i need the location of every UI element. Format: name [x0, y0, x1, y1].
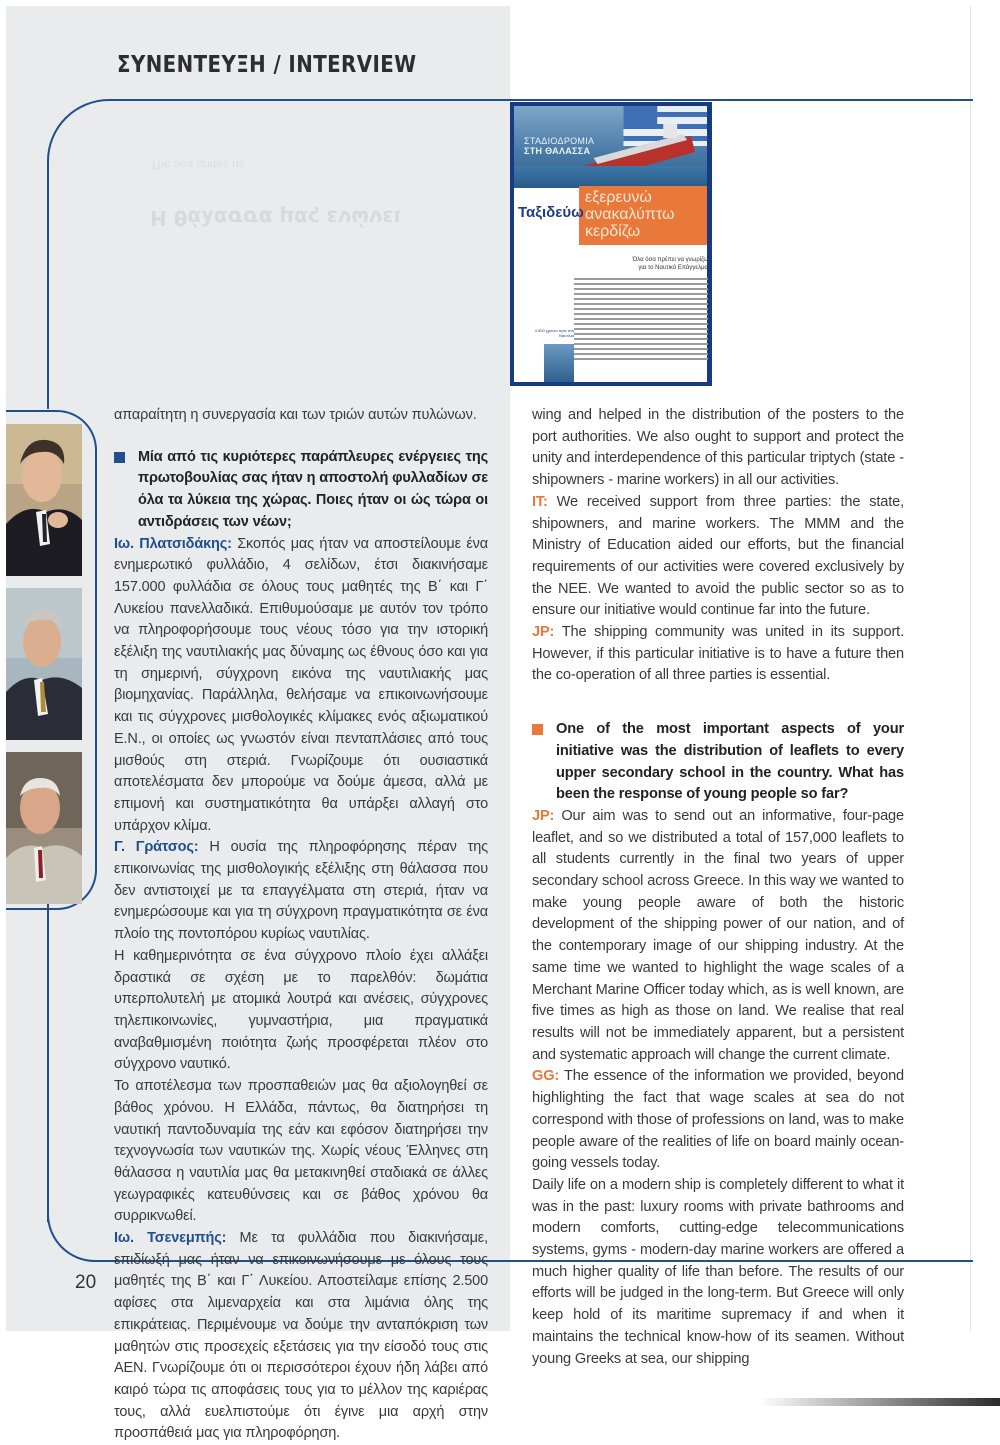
greek-paragraph: Το αποτέλεσμα των προσπαθειών μας θα αξιολογηθεί σε βάθος χρόνου. Η Ελλάδα, πάντως, θα διατηρήσει τη ναυτική παντοδυναμία της εάν και εφόσον διατηρήσει την τεχνογνωσία των ναυτικών της. Χωρίς νέους Έλληνες στη θάλασσα η ναυτιλία μας θα μετακινηθεί σταδιακά σε άλλες γεωγραφικές κατευθύνσεις και σε βάθος χρόνου θα συρρικνωθεί. — [114, 1078, 488, 1225]
leaflet-cover-image — [510, 102, 712, 386]
english-answer-jp-2: JP: Our aim was to send out an informative, four-page leaflet, and so we distributed a total of 157,000 leaflets to all students currently in the final two years of upper secondary school across Greece. In this way we wanted to make young people aware of both the historic development of the shipping power of our nation, and of the contemporary image of our shipping industry. At the same time we wanted to highlight the wage scales of a Merchant Marine Officer today which, as is well known, are five times as high as those on land. We realise that real results will not be immediately apparent, but a persistent and systematic approach will change the current climate. — [532, 807, 904, 1063]
english-text-column — [532, 405, 904, 1370]
square-bullet-icon — [532, 724, 543, 735]
leaflet-series-title: ΣΤΑΔΙΟΔΡΟΜΙΑ ΣΤΗ ΘΑΛΑΣΣΑ — [524, 136, 595, 156]
english-question: One of the most important aspects of your initiative was the distribution of leaflets to every upper secondary school in the country. What has been the response of young people so far? — [532, 719, 904, 806]
english-answer-it: IT: We received support from three parties: the state, shipowners, and marine workers. The MMM and the Ministry of Education aided our efforts, but the financial requirements of our activities were covered exclusively by the NEE. We wanted to avoid the public sector so as to ensure our initiative would continue far into the future. — [532, 493, 904, 619]
english-answer-gg: GG: The essence of the information we provided, beyond highlighting the fact that wage scales at sea do not correspond with those of professions on land, was to make people aware of the realities of life on board mainly ocean-going vessels today. — [532, 1068, 904, 1172]
portrait-photo-gratsos — [6, 588, 82, 740]
frame-top-curve — [47, 99, 117, 409]
greek-answer-gratsos: Γ. Γράτσος: Η ουσία της πληροφόρησης πέραν της επικοινωνίας της μισθολογικής εξέλιξης στη θάλασσα που δεν αντιστοιχεί με τα επαγγέλματα στη στεριά, ήταν να ενημερώσουμε και για τη σύγχρονη πραγματικότητα σε ένα πλοίο της ποντοπόρου κυρίως ναυτιλίας. — [114, 839, 489, 943]
page-number: 20 — [75, 1272, 97, 1293]
greek-text-column — [114, 405, 488, 1445]
bleed-through-caption: The sea unites us — [150, 158, 245, 172]
top-rule — [110, 99, 973, 101]
greek-answer-tsenebis: Ιω. Τσενεμπής: Με τα φυλλάδια που διακινήσαμε, επιδίωξή μας ήταν να επικοινωνήσουμε με όλους τους μαθητές της Β΄ και Γ΄ Λυκείου. Αποστείλαμε επίσης 2.500 αφίσες στα λιμεναρχεία και στα λιμάνια όλης της επικράτειας. Περιμένουμε να δούμε την ανταπόκριση των μαθητών στις προσεχείς εξετάσεις για την είσοδό τους στις ΑΕΝ. Γνωρίζουμε ότι οι περισσότεροι έχουν ήδη λάβει από καιρό τώρα τις αποφάσεις τους για το μέλλον της καριέρας τους, αλλά ευελπιστούμε ότι έγινε μια αρχή στην προσπάθειά μας για πληροφόρηση. — [114, 1230, 488, 1442]
leaflet-side-caption: 4.000 χρόνια πριν στη Ναυτιλία — [534, 328, 574, 338]
section-title: ΣΥΝΕΝΤΕΥΞΗ / INTERVIEW — [117, 52, 417, 78]
leaflet-travel-word: Ταξιδεύω — [518, 204, 584, 221]
leaflet-sea — [514, 166, 707, 188]
english-paragraph: Daily life on a modern ship is completely different to what it was in the past: luxury rooms with private bathrooms and modern comforts, cutting-edge telecommunications systems, gyms - modern-day marine workers are offered a much higher quality of life than before. The results of our efforts will be judged in the long-term. But Greece will only keep hold of its maritime supremacy if and when it maintains the technical know-how of its seamen. Without young Greeks at sea, our shipping — [532, 1176, 904, 1367]
leaflet-verbs-block: εξερευνώ ανακαλύπτω κερδίζω — [579, 186, 707, 245]
portrait-photo-tsenebis — [6, 752, 82, 904]
english-answer-jp: JP: The shipping community was united in its support. However, if this particular initiative is to have a future then the co-operation of all three parties is essential. — [532, 624, 904, 684]
leaflet-thumbnail — [544, 344, 574, 382]
scan-shadow — [760, 1398, 1000, 1406]
bleed-through-text: Η θάλασσα μας ενώνει — [150, 206, 402, 230]
portrait-photo-platsidakis — [6, 424, 82, 576]
square-bullet-icon — [114, 452, 125, 463]
english-intro: wing and helped in the distribution of the posters to the port authorities. We also ought to support and protect the unity and interdependence of this particular triptych (state - shipowners - marine workers) in all our activities. — [532, 407, 904, 489]
greek-intro: απαραίτητη η συνεργασία και των τριών αυτών πυλώνων. — [114, 407, 477, 423]
greek-question: Μία από τις κυριότερες παράπλευρες ενέργειες της πρωτοβουλίας σας ήταν η αποστολή φυλλαδίων σε όλα τα λύκεια της χώρας. Ποιες ήταν οι ώς τώρα οι αντιδράσεις των νέων; — [114, 447, 488, 534]
leaflet-body-text — [574, 278, 708, 373]
greek-answer-platsidakis: Ιω. Πλατσιδάκης: Σκοπός μας ήταν να αποστείλουμε ένα ενημερωτικό φυλλάδιο, 4 σελίδων, έτσι διακινήσαμε 157.000 φυλλάδια σε όλους τους μαθητές της Β΄ και Γ΄ Λυκείου πανελλαδικά. Επιθυμούσαμε με αυτόν τον τρόπο να πληροφορήσουμε τους νέους τόσο για την ιστορική εξέλιξη της ναυτιλιακής μας δύναμης ως έθνους όσο και για τη σημερινή, σύγχρονη εικόνα της ναυτιλιακής μας βιομηχανίας. Παράλληλα, θελήσαμε να επικοινωνήσουμε και τις σύγχρονες μισθολογικές κλίμακες ενός αξιωματικού Ε.Ν., οι οποίες ως γνωστόν είναι πενταπλάσιες από τους μισθούς στη στεριά. Γνωρίζουμε ότι ουσιαστικά αποτελέσματα δεν μπορούμε να δούμε άμεσα, αλλά με επιμονή και συστηματικότητα θα υπάρξει αλλαγή στο υπάρχον κλίμα. — [114, 535, 488, 834]
greek-paragraph: Η καθημερινότητα σε ένα σύγχρονο πλοίο έχει αλλάξει δραστικά σε σχέση με το παρελθόν: δωμάτια υπερπολυτελή με ατομικά λουτρά και ανέσεις, σύγχρονες τηλεπικοινωνίες, γυμναστήρια, μια πραγματικά αναβαθμισμένη ποιότητα ζωής προσφέρεται πλέον στο σύγχρονο ναυτικό. — [114, 947, 488, 1073]
leaflet-subtitle: Όλα όσα πρέπει να γνωρίζω για το Ναυτικό Επάγγελμα — [632, 257, 708, 271]
